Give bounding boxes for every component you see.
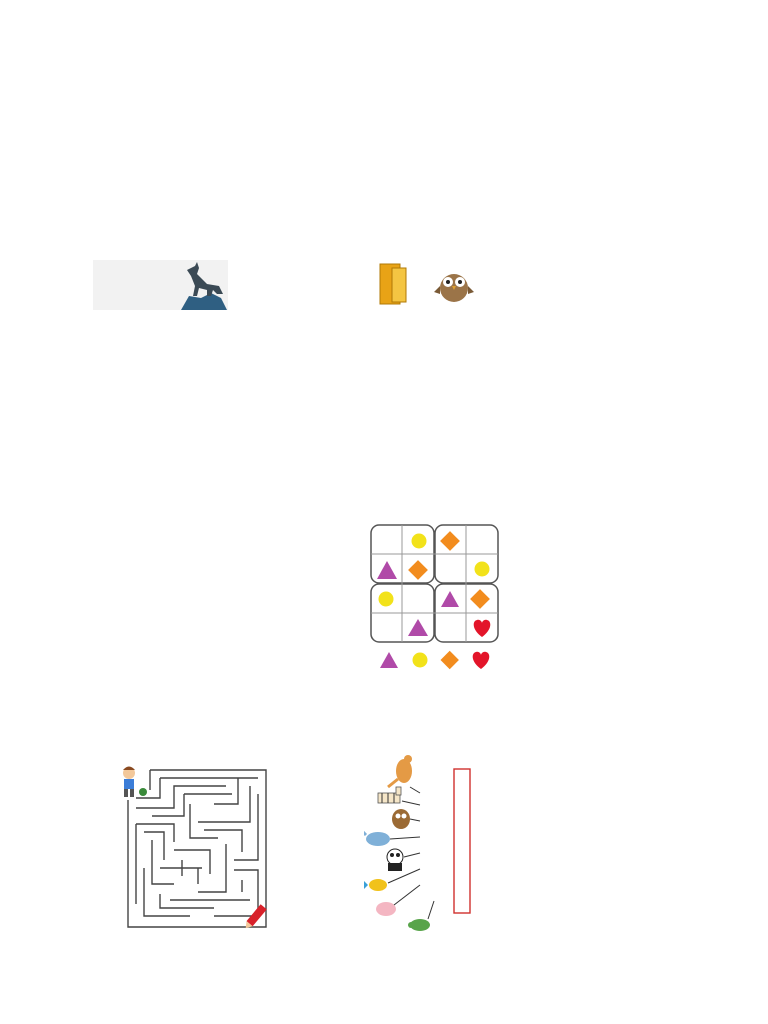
circle-icon [475,562,490,577]
bush-icon [139,788,147,796]
triangle-icon [380,652,398,668]
owl-icon [392,809,410,829]
circle-icon [412,534,427,549]
heart-icon [473,652,490,669]
wolf-icon [177,260,227,310]
circle-icon [413,653,428,668]
kangaroo-icon [388,755,412,787]
diamond-icon [441,651,459,669]
maze [114,764,269,932]
word-list [115,691,275,731]
rebus-left-image [93,260,228,310]
sudoku-grid [369,524,501,674]
panda-icon [387,849,403,871]
whale-icon [364,831,390,846]
rebus-right-image [364,262,534,312]
zebra-icon [378,787,401,803]
door-icon [376,262,410,308]
turtle-icon [408,919,430,931]
fish-icon [364,879,387,891]
solution-column [454,769,470,913]
child-icon [123,767,135,798]
crossword [364,753,526,935]
pig-icon [376,902,396,916]
owl-icon [432,268,476,304]
circle-icon [379,592,394,607]
